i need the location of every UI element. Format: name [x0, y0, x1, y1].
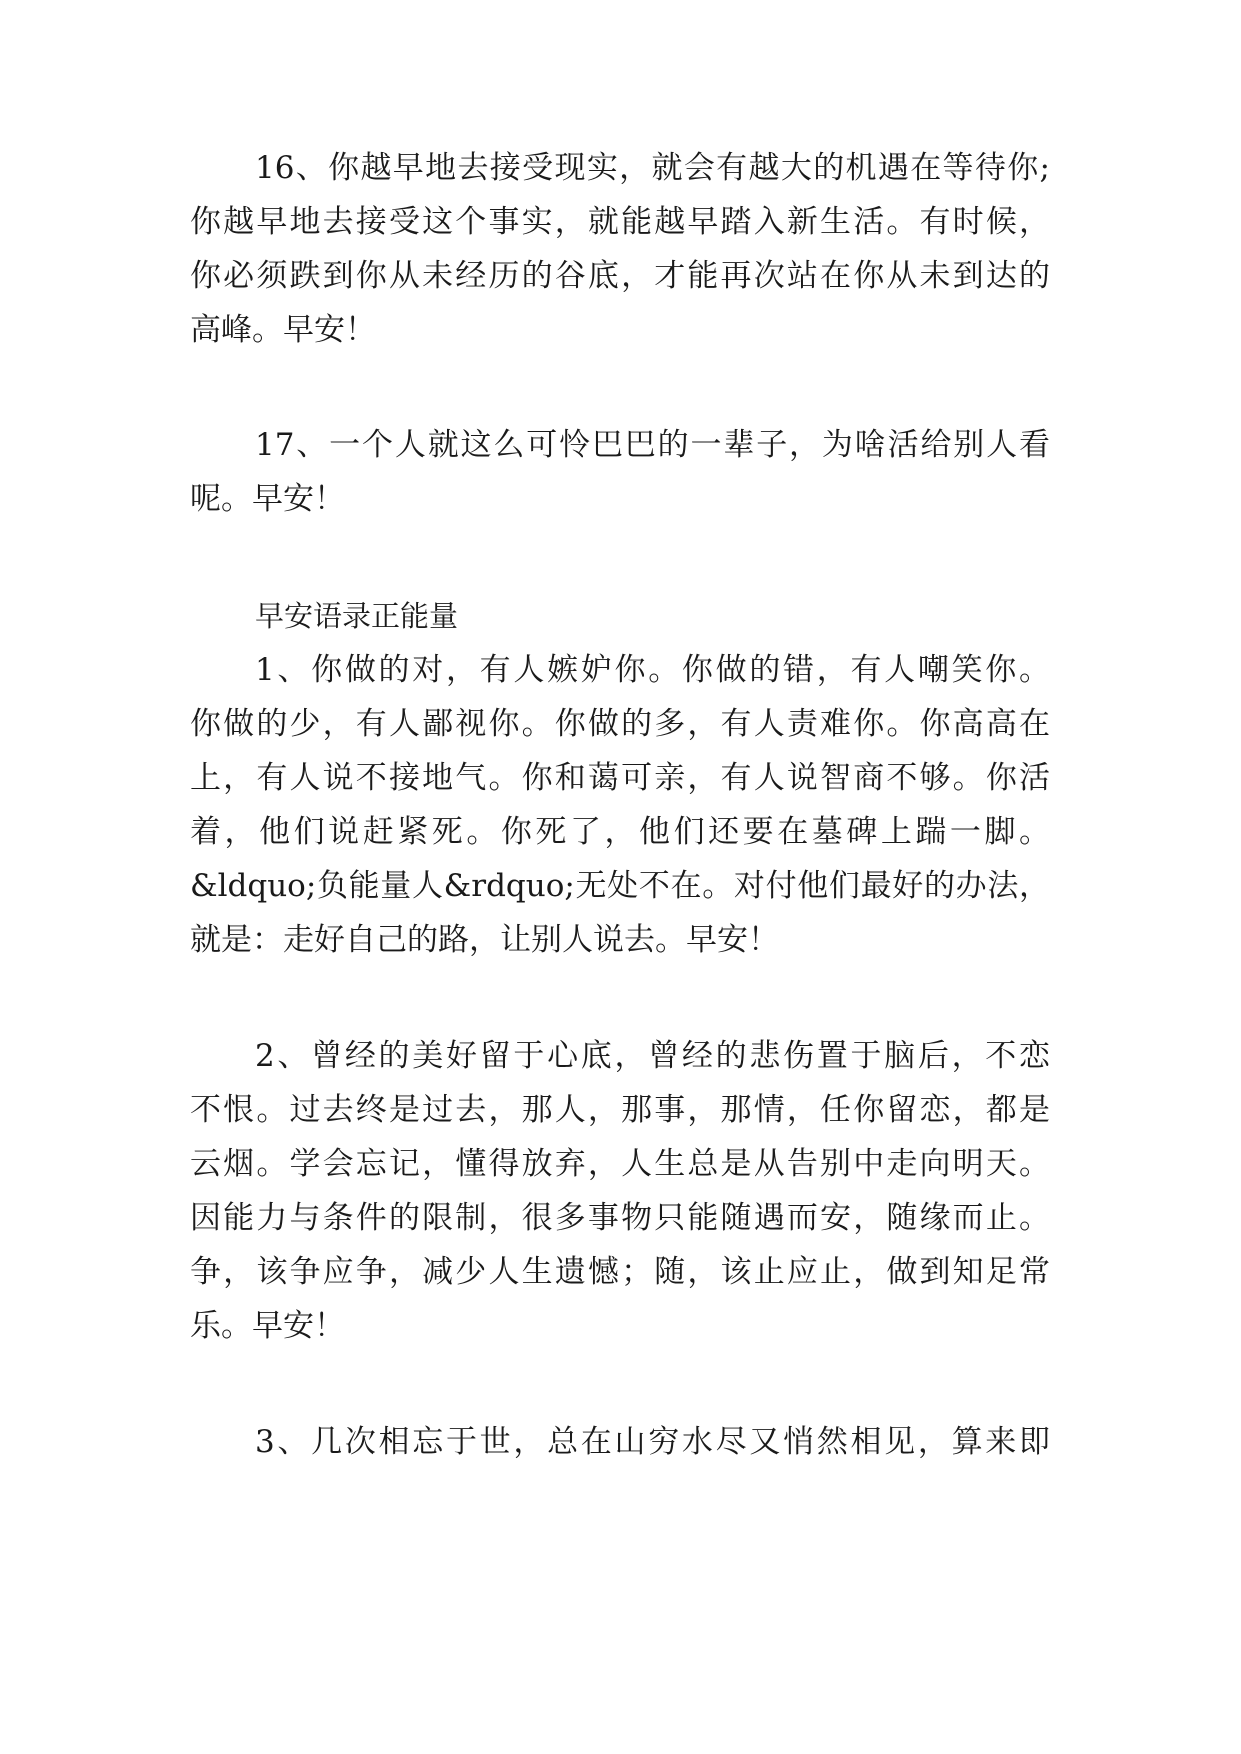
- paragraph-2-line-3: 云烟。学会忘记，懂得放弃，人生总是从告别中走向明天。: [190, 1146, 1050, 1182]
- paragraph-1-line-1: 1、你做的对，有人嫉妒你。你做的错，有人嘲笑你。: [255, 652, 1050, 688]
- paragraph-2-line-6: 乐。早安！: [190, 1308, 345, 1344]
- section-heading: 早安语录正能量: [255, 599, 459, 633]
- paragraph-1-line-3: 上，有人说不接地气。你和蔼可亲，有人说智商不够。你活: [190, 760, 1050, 796]
- paragraph-17-line-1: 17、一个人就这么可怜巴巴的一辈子，为啥活给别人看: [255, 427, 1050, 463]
- paragraph-2-line-5: 争，该争应争，减少人生遗憾；随，该止应止，做到知足常: [190, 1254, 1050, 1290]
- paragraph-17-line-2: 呢。早安！: [190, 481, 345, 517]
- paragraph-16-line-2: 你越早地去接受这个事实，就能越早踏入新生活。有时候，: [190, 204, 1050, 240]
- paragraph-16-line-3: 你必须跌到你从未经历的谷底，才能再次站在你从未到达的: [190, 258, 1050, 294]
- paragraph-16-line-4: 高峰。早安！: [190, 312, 376, 348]
- paragraph-2-line-1: 2、曾经的美好留于心底，曾经的悲伤置于脑后，不恋: [255, 1038, 1050, 1074]
- paragraph-2-line-4: 因能力与条件的限制，很多事物只能随遇而安，随缘而止。: [190, 1200, 1050, 1236]
- paragraph-1-line-2: 你做的少，有人鄙视你。你做的多，有人责难你。你高高在: [190, 706, 1050, 742]
- paragraph-16-line-1: 16、你越早地去接受现实，就会有越大的机遇在等待你;: [255, 150, 1050, 186]
- paragraph-3-line-1: 3、几次相忘于世，总在山穷水尽又悄然相见，算来即: [255, 1424, 1050, 1460]
- paragraph-1-line-6: 就是：走好自己的路，让别人说去。早安！: [190, 922, 779, 958]
- paragraph-1-line-4: 着，他们说赶紧死。你死了，他们还要在墓碑上踹一脚。: [190, 814, 1050, 850]
- paragraph-1-line-5: &ldquo;负能量人&rdquo;无处不在。对付他们最好的办法，: [190, 868, 1050, 904]
- paragraph-2-line-2: 不恨。过去终是过去，那人，那事，那情，任你留恋，都是: [190, 1092, 1050, 1128]
